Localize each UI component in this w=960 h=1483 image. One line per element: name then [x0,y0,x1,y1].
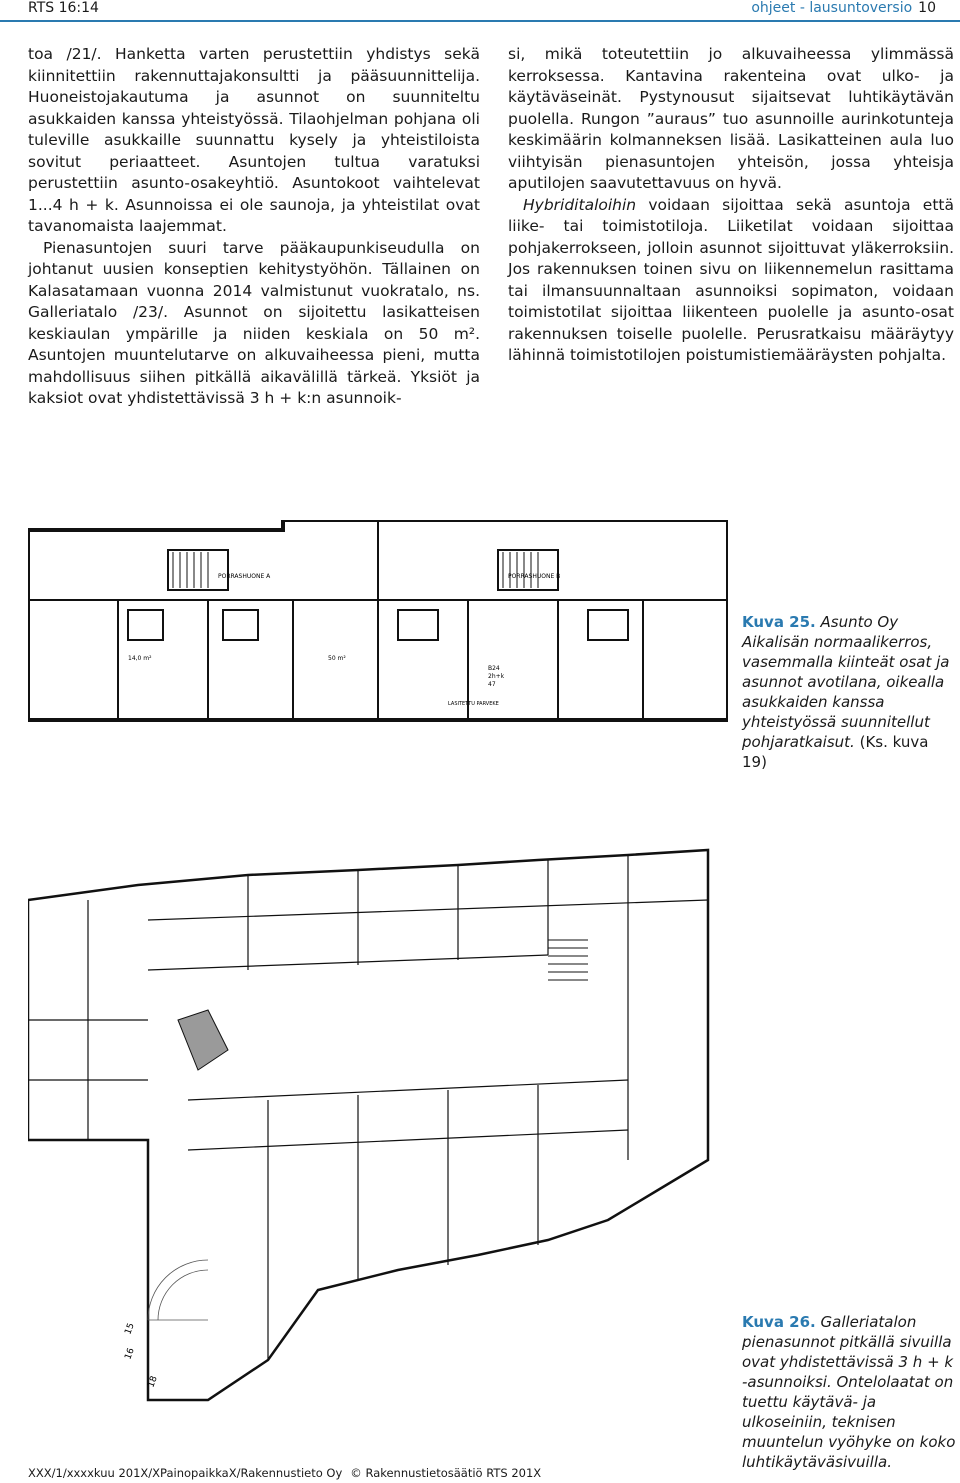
paragraph: Pienasuntojen suuri tarve pääkaupunkiseudulla on johtanut uusien konseptien kehitystyöhön. Tällainen on Kalasatamaan vuonna 2014 valmistunut vuokratalo, ns. Galleriatalo /23/. Asunnot on sijoitettu lasikatteisen keskiaulan ympärille ja niiden keskiala on 50 m². Asuntojen muuntelutarve on alkuvaiheessa pieni, mutta mahdollisuus siihen pitkällä aikavälillä tärkeä. Yksiöt ja kaksiot ovat yhdistettävissä 3 h + k:n asunnoik- [28,238,480,407]
caption-text: Asunto Oy Aikalisän normaalikerros, vasemmalla kiinteät osat ja asunnot avotilana, oikealla asukkaiden kanssa yhteistyössä suunnitellut pohjaratkaisut. [742,613,950,751]
header-rule [0,20,960,22]
running-header-left: RTS 16:14 [28,0,99,16]
running-header-right [751,0,936,16]
figure-25-caption [742,612,957,772]
footer-copyright: © Rakennustietosäätiö RTS 201X [350,1466,542,1480]
document-version: ohjeet - lausuntoversio [751,0,913,16]
floor-plan-drawing [28,520,728,730]
caption-text: Galleriatalon pienasunnot pitkällä sivuilla ovat yhdistettävissä 3 h + k -asunnoiksi. Ontelolaatat on tuettu käytävä- ja ulkoseiniin, teknisen muuntelun vyöhyke on koko luhtikäytäväsivuilla. [742,1313,956,1471]
plan-label: PORRASHUONE A [218,573,271,580]
plan-label: 47 [488,681,496,688]
caption-reference: (Ks. kuva 19) [742,733,929,771]
plan-label: B24 [488,665,500,672]
paragraph: si, mikä toteutettiin jo alkuvaiheessa ylimmässä kerroksessa. Kantavina rakenteina ovat ulko- ja käytäväseinät. Pystynousut sijaitsevat luhtikäytävän puolella. Rungon ”auraus” tuo asunnoille aurinkotunteja keskimäärin kolmanneksen lisää. Lasikatteinen aula luo viihtyisän pienasuntojen yhteisön, jossa yhteisja aputilojen saavutettavuus on hyvä. [508,45,954,192]
paragraph: Hybriditaloihin voidaan sijoittaa sekä asuntoja että liike- tai toimistotiloja. Liiketilat voidaan sijoittaa pohjakerrokseen, jolloin asunnot sijoittuvat yläkerroksiin. Jos rakennuksen toinen sivu on liikennemelun rasittama tai ilmansuunnaltaan asunnoiksi sopimaton, voidaan toimistotilat sijoittaa liikenteen puolelle ja asunto-osat rakennuksen toiselle puolelle. Perusratkaisu määräytyy lähinnä toimistotilojen poistumistiemääräysten pohjalta. [508,195,954,364]
figure-25-floor-plan [28,520,728,730]
left-text-column [28,44,480,410]
footer-path: XXX/1/xxxxkuu 201X/XPainopaikkaX/Rakennustieto Oy [28,1466,343,1480]
figure-label: Kuva 25. [742,613,816,631]
plan-label: 50 m² [328,655,346,662]
emphasis: Hybriditaloihin [523,195,637,214]
gallery-plan-drawing [28,840,718,1410]
figure-label: Kuva 26. [742,1313,816,1331]
plan-label: LASITETTU PARVEKE [448,701,499,707]
paragraph: toa /21/. Hanketta varten perustettiin yhdistys sekä kiinnitettiin rakennuttajakonsultti ja pääsuunnittelija. Huoneistojakautuma ja asunnot on suunniteltu asukkaiden kanssa yhteistyössä. Tilaohjelman pohjana oli tuleville asukkaille suunnattu kysely ja yhteistiloista sovitut periaatteet. Asuntojen tultua varatuksi perustettiin asunto-osakeyhtiö. Asuntokoot vaihtelevat 1...4 h + k. Asunnoissa ei ole saunoja, ja yhteistilat ovat tavanomaista laajemmat. [28,45,480,235]
page-footer [28,1466,541,1480]
plan-label: 2h+k [488,673,505,680]
stair-number: 18 [146,1374,160,1390]
figure-26-caption [742,1312,957,1472]
figure-26-floor-plan [28,840,718,1410]
stair-number: 16 [123,1346,137,1362]
right-text-column [508,44,954,367]
plan-label: PORRASHUONE B [508,573,561,580]
plan-label: 14,0 m² [128,655,152,662]
page-number: 10 [918,0,936,16]
stair-number: 15 [123,1321,137,1337]
